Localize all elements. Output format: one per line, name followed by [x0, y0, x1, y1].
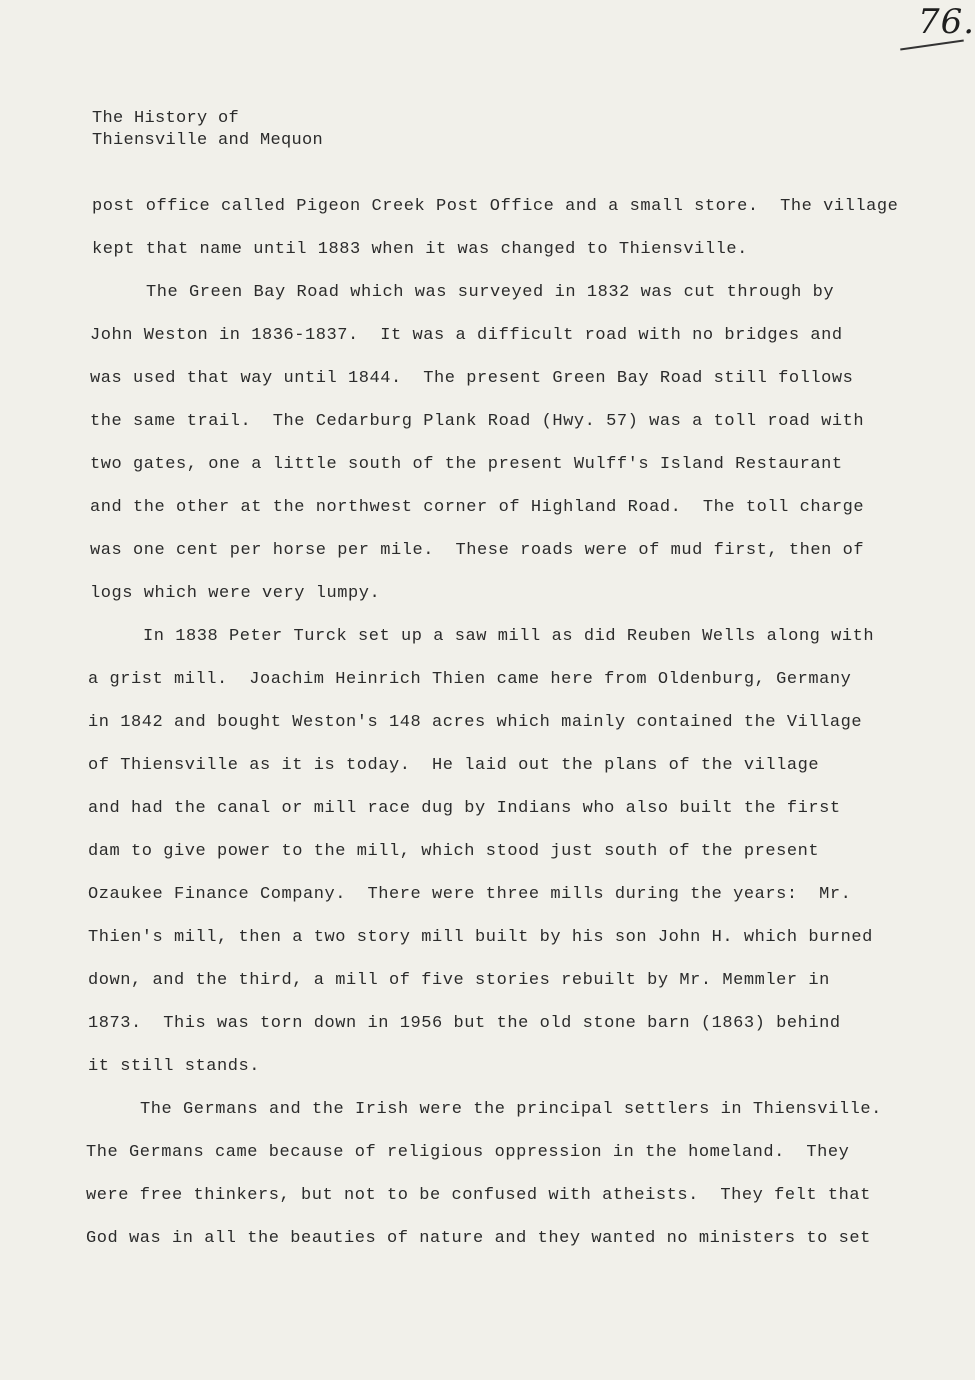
text-line: The Green Bay Road which was surveyed in 1832 was cut through by: [146, 283, 835, 302]
text-line: and had the canal or mill race dug by Indians who also built the first: [88, 799, 841, 818]
text-line: God was in all the beauties of nature and they wanted no ministers to set: [86, 1229, 871, 1248]
text-line: post office called Pigeon Creek Post Office and a small store. The village: [92, 197, 899, 216]
text-line: were free thinkers, but not to be confused with atheists. They felt that: [86, 1186, 871, 1205]
text-line: logs which were very lumpy.: [90, 584, 381, 603]
text-line: the same trail. The Cedarburg Plank Road (Hwy. 57) was a toll road with: [90, 412, 865, 431]
text-line: Thien's mill, then a two story mill built by his son John H. which burned: [88, 928, 873, 947]
text-line: in 1842 and bought Weston's 148 acres which mainly contained the Village: [88, 713, 863, 732]
text-line: 1873. This was torn down in 1956 but the old stone barn (1863) behind: [88, 1014, 841, 1033]
text-line: two gates, one a little south of the present Wulff's Island Restaurant: [90, 455, 843, 474]
text-line: down, and the third, a mill of five stories rebuilt by Mr. Memmler in: [88, 971, 830, 990]
text-line: a grist mill. Joachim Heinrich Thien came here from Oldenburg, Germany: [88, 670, 852, 689]
text-line: was one cent per horse per mile. These roads were of mud first, then of: [90, 541, 865, 560]
header-line-1: The History of: [92, 109, 240, 128]
document-header: [92, 108, 323, 152]
header-line-2: Thiensville and Mequon: [92, 131, 324, 150]
text-line: The Germans came because of religious oppression in the homeland. They: [86, 1143, 850, 1162]
text-line: dam to give power to the mill, which stood just south of the present: [88, 842, 820, 861]
text-line: kept that name until 1883 when it was changed to Thiensville.: [92, 240, 748, 259]
text-line: Ozaukee Finance Company. There were three mills during the years: Mr.: [88, 885, 852, 904]
page-number: 76.: [918, 2, 975, 42]
text-line: and the other at the northwest corner of Highland Road. The toll charge: [90, 498, 865, 517]
text-line: In 1838 Peter Turck set up a saw mill as did Reuben Wells along with: [143, 627, 875, 646]
text-line: was used that way until 1844. The present Green Bay Road still follows: [90, 369, 854, 388]
text-line: John Weston in 1836-1837. It was a difficult road with no bridges and: [90, 326, 843, 345]
text-line: The Germans and the Irish were the principal settlers in Thiensville.: [140, 1100, 882, 1119]
text-line: of Thiensville as it is today. He laid out the plans of the village: [88, 756, 820, 775]
text-line: it still stands.: [88, 1057, 261, 1076]
